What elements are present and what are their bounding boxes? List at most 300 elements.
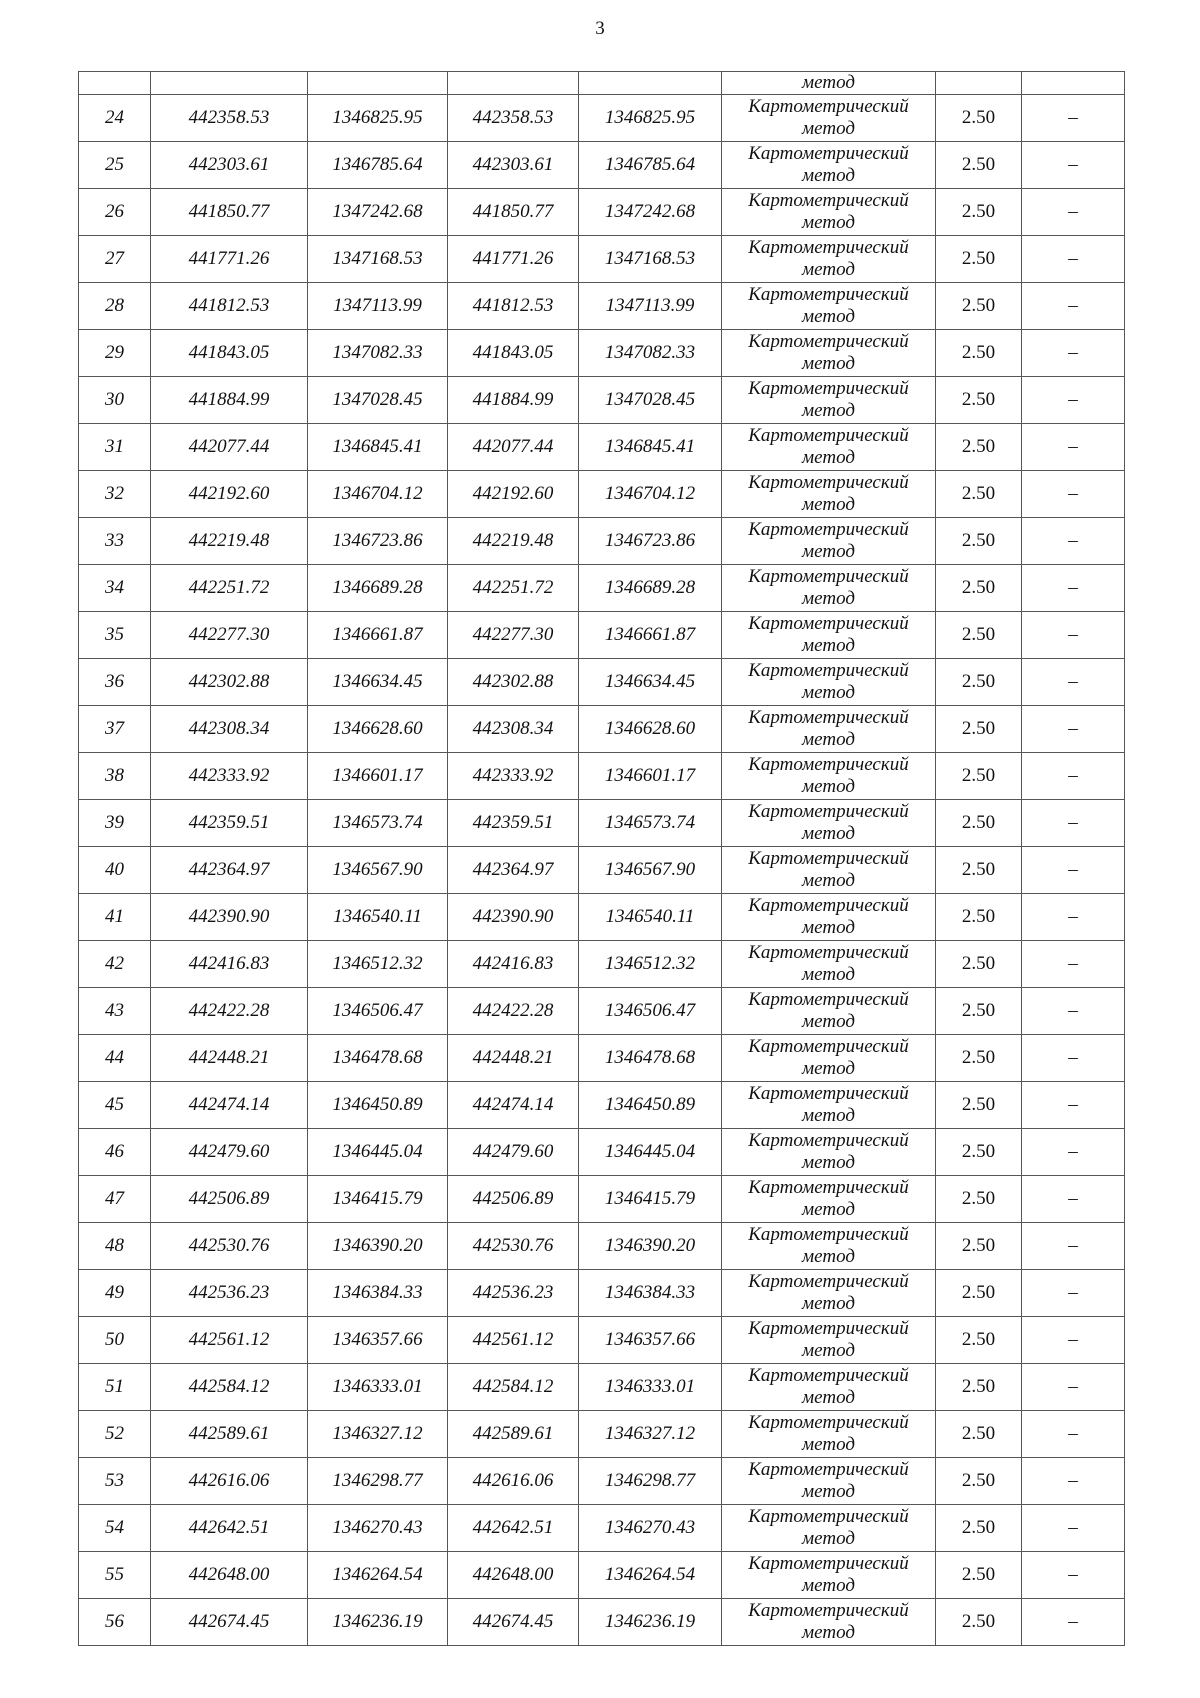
method-line-2: метод [802,306,855,327]
x-existing-cell: 442474.14 [151,1082,308,1129]
method-line-1: Картометрический [748,143,909,164]
point-number-cell: 50 [79,1317,151,1364]
method-line-2: метод [802,1575,855,1596]
x-new-cell: 442277.30 [448,612,579,659]
point-number-cell: 51 [79,1364,151,1411]
y-existing-cell: 1346450.89 [308,1082,448,1129]
y-new-cell: 1346723.86 [579,518,722,565]
method-cell [722,706,936,753]
precision-cell: 2.50 [936,612,1022,659]
method-line-2: метод [802,447,855,468]
method-cell [722,471,936,518]
x-existing-cell: 442416.83 [151,941,308,988]
page-number: 3 [595,18,605,39]
method-line-1: Картометрический [748,331,909,352]
y-new-cell: 1347168.53 [579,236,722,283]
point-number-cell: 56 [79,1599,151,1646]
x-new-cell: 442448.21 [448,1035,579,1082]
method-line-1: Картометрический [748,1271,909,1292]
table-row [79,142,1125,189]
y-existing-cell: 1347168.53 [308,236,448,283]
table-row [79,1176,1125,1223]
x-new-cell: 442616.06 [448,1458,579,1505]
table-row [79,1599,1125,1646]
table-row [79,1270,1125,1317]
table-body [79,72,1125,1646]
description-cell: – [1022,1458,1125,1505]
x-new-cell: 441771.26 [448,236,579,283]
method-line-2: метод [802,917,855,938]
table-row [79,1364,1125,1411]
description-cell: – [1022,1552,1125,1599]
method-line-2: метод [802,494,855,515]
description-cell: – [1022,941,1125,988]
method-line-1: Картометрический [748,707,909,728]
method-line-1: Картометрический [748,284,909,305]
x-existing-cell: 442333.92 [151,753,308,800]
cell-empty [151,72,308,95]
table-row [79,1129,1125,1176]
method-line-2: метод [802,1528,855,1549]
method-line-2: метод [802,776,855,797]
x-existing-cell: 442530.76 [151,1223,308,1270]
method-cell [722,847,936,894]
x-new-cell: 442674.45 [448,1599,579,1646]
description-cell: – [1022,1176,1125,1223]
description-cell: – [1022,1035,1125,1082]
y-existing-cell: 1346573.74 [308,800,448,847]
point-number-cell: 48 [79,1223,151,1270]
y-existing-cell: 1346478.68 [308,1035,448,1082]
method-cell [722,1458,936,1505]
method-line-1: Картометрический [748,1553,909,1574]
method-cell [722,894,936,941]
y-existing-cell: 1346236.19 [308,1599,448,1646]
y-new-cell: 1346567.90 [579,847,722,894]
method-line-1: Картометрический [748,378,909,399]
x-existing-cell: 441884.99 [151,377,308,424]
table-row [79,1035,1125,1082]
point-number-cell: 35 [79,612,151,659]
point-number-cell: 33 [79,518,151,565]
x-new-cell: 441843.05 [448,330,579,377]
method-line-1: Картометрический [748,848,909,869]
x-new-cell: 442648.00 [448,1552,579,1599]
point-number-cell: 34 [79,565,151,612]
description-cell: – [1022,283,1125,330]
y-new-cell: 1346445.04 [579,1129,722,1176]
y-existing-cell: 1346512.32 [308,941,448,988]
table-row [79,424,1125,471]
point-number-cell: 27 [79,236,151,283]
x-new-cell: 442333.92 [448,753,579,800]
y-existing-cell: 1346445.04 [308,1129,448,1176]
method-cell [722,800,936,847]
table-row [79,565,1125,612]
precision-cell: 2.50 [936,753,1022,800]
x-new-cell: 442303.61 [448,142,579,189]
table-row [79,659,1125,706]
precision-cell: 2.50 [936,283,1022,330]
y-new-cell: 1346628.60 [579,706,722,753]
method-line-2: метод [802,682,855,703]
point-number-cell: 46 [79,1129,151,1176]
x-existing-cell: 442448.21 [151,1035,308,1082]
method-cell [722,236,936,283]
precision-cell: 2.50 [936,1552,1022,1599]
x-existing-cell: 441771.26 [151,236,308,283]
y-existing-cell: 1347113.99 [308,283,448,330]
x-new-cell: 442302.88 [448,659,579,706]
x-existing-cell: 442219.48 [151,518,308,565]
point-number-cell: 25 [79,142,151,189]
point-number-cell: 54 [79,1505,151,1552]
y-existing-cell: 1346723.86 [308,518,448,565]
point-number-cell: 26 [79,189,151,236]
method-line-2: метод [802,1434,855,1455]
cell-empty [936,72,1022,95]
method-line-1: Картометрический [748,425,909,446]
y-new-cell: 1347113.99 [579,283,722,330]
description-cell: – [1022,424,1125,471]
x-existing-cell: 441812.53 [151,283,308,330]
y-new-cell: 1346704.12 [579,471,722,518]
method-line-1: Картометрический [748,1412,909,1433]
precision-cell: 2.50 [936,1458,1022,1505]
x-new-cell: 442474.14 [448,1082,579,1129]
description-cell: – [1022,894,1125,941]
y-new-cell: 1346512.32 [579,941,722,988]
description-cell: – [1022,1270,1125,1317]
method-line-2: метод [802,635,855,656]
x-new-cell: 442359.51 [448,800,579,847]
x-new-cell: 442422.28 [448,988,579,1035]
point-number-cell: 43 [79,988,151,1035]
y-existing-cell: 1346390.20 [308,1223,448,1270]
y-new-cell: 1346845.41 [579,424,722,471]
y-existing-cell: 1346601.17 [308,753,448,800]
x-new-cell: 442479.60 [448,1129,579,1176]
x-new-cell: 442642.51 [448,1505,579,1552]
method-line-2: метод [802,964,855,985]
table-row [79,471,1125,518]
precision-cell: 2.50 [936,471,1022,518]
method-line-1: Картометрический [748,1318,909,1339]
y-new-cell: 1346601.17 [579,753,722,800]
method-line-1: Картометрический [748,519,909,540]
method-line-2: метод [802,1199,855,1220]
table-row [79,377,1125,424]
method-cell [722,1505,936,1552]
precision-cell: 2.50 [936,1082,1022,1129]
x-new-cell: 442358.53 [448,95,579,142]
table-row [79,894,1125,941]
cell-empty [79,72,151,95]
x-new-cell: 442536.23 [448,1270,579,1317]
x-new-cell: 442192.60 [448,471,579,518]
table-row [79,612,1125,659]
y-existing-cell: 1346327.12 [308,1411,448,1458]
method-line-2: метод [802,1011,855,1032]
x-existing-cell: 442277.30 [151,612,308,659]
method-cell [722,95,936,142]
description-cell: – [1022,565,1125,612]
point-number-cell: 53 [79,1458,151,1505]
y-existing-cell: 1346628.60 [308,706,448,753]
x-existing-cell: 442589.61 [151,1411,308,1458]
y-new-cell: 1346333.01 [579,1364,722,1411]
x-existing-cell: 442302.88 [151,659,308,706]
point-number-cell: 38 [79,753,151,800]
x-existing-cell: 442308.34 [151,706,308,753]
y-new-cell: 1346357.66 [579,1317,722,1364]
x-existing-cell: 442077.44 [151,424,308,471]
precision-cell: 2.50 [936,236,1022,283]
y-existing-cell: 1346689.28 [308,565,448,612]
y-new-cell: 1346661.87 [579,612,722,659]
table-row [79,1223,1125,1270]
method-line-2: метод [802,400,855,421]
precision-cell: 2.50 [936,847,1022,894]
x-existing-cell: 442251.72 [151,565,308,612]
method-cell [722,424,936,471]
description-cell: – [1022,95,1125,142]
x-new-cell: 442077.44 [448,424,579,471]
y-existing-cell: 1346825.95 [308,95,448,142]
point-number-cell: 41 [79,894,151,941]
y-existing-cell: 1346357.66 [308,1317,448,1364]
table-row [79,95,1125,142]
description-cell: – [1022,753,1125,800]
method-cell [722,1270,936,1317]
description-cell: – [1022,659,1125,706]
method-line-1: Картометрический [748,1506,909,1527]
point-number-cell: 47 [79,1176,151,1223]
method-cell [722,1552,936,1599]
method-line-2: метод [802,1105,855,1126]
x-new-cell: 442589.61 [448,1411,579,1458]
method-cell [722,565,936,612]
y-existing-cell: 1347028.45 [308,377,448,424]
point-number-cell: 32 [79,471,151,518]
point-number-cell: 28 [79,283,151,330]
y-new-cell: 1346264.54 [579,1552,722,1599]
table-row [79,1411,1125,1458]
x-existing-cell: 442648.00 [151,1552,308,1599]
table-row [79,847,1125,894]
method-line-1: Картометрический [748,613,909,634]
method-cell [722,941,936,988]
table-row [79,800,1125,847]
table-row [79,330,1125,377]
method-cell [722,1082,936,1129]
y-new-cell: 1346450.89 [579,1082,722,1129]
method-cell [722,1129,936,1176]
precision-cell: 2.50 [936,1364,1022,1411]
y-new-cell: 1346384.33 [579,1270,722,1317]
method-line-1: Картометрический [748,989,909,1010]
description-cell: – [1022,189,1125,236]
y-existing-cell: 1346298.77 [308,1458,448,1505]
cell-empty [448,72,579,95]
description-cell: – [1022,1082,1125,1129]
x-existing-cell: 442192.60 [151,471,308,518]
point-number-cell: 55 [79,1552,151,1599]
x-existing-cell: 441850.77 [151,189,308,236]
point-number-cell: 52 [79,1411,151,1458]
y-existing-cell: 1346540.11 [308,894,448,941]
method-cell [722,1599,936,1646]
precision-cell: 2.50 [936,894,1022,941]
y-new-cell: 1346689.28 [579,565,722,612]
point-number-cell: 24 [79,95,151,142]
method-line-2: метод [802,541,855,562]
precision-cell: 2.50 [936,706,1022,753]
precision-cell: 2.50 [936,1223,1022,1270]
method-cell [722,1411,936,1458]
y-new-cell: 1346634.45 [579,659,722,706]
method-cell [722,283,936,330]
method-line-1: Картометрический [748,1600,909,1621]
y-existing-cell: 1346506.47 [308,988,448,1035]
y-existing-cell: 1346333.01 [308,1364,448,1411]
point-number-cell: 49 [79,1270,151,1317]
method-line-2: метод [802,870,855,891]
y-new-cell: 1346298.77 [579,1458,722,1505]
precision-cell: 2.50 [936,1129,1022,1176]
description-cell: – [1022,1411,1125,1458]
y-new-cell: 1346327.12 [579,1411,722,1458]
description-cell: – [1022,1129,1125,1176]
y-existing-cell: 1346270.43 [308,1505,448,1552]
method-line-1: Картометрический [748,472,909,493]
x-existing-cell: 442422.28 [151,988,308,1035]
precision-cell: 2.50 [936,95,1022,142]
y-existing-cell: 1346845.41 [308,424,448,471]
method-line-2: метод [802,1622,855,1643]
method-cell [722,1035,936,1082]
y-existing-cell: 1347082.33 [308,330,448,377]
y-new-cell: 1346415.79 [579,1176,722,1223]
y-existing-cell: 1346661.87 [308,612,448,659]
table-row [79,988,1125,1035]
precision-cell: 2.50 [936,659,1022,706]
coordinates-table [78,71,1125,1646]
method-line-1: Картометрический [748,190,909,211]
description-cell: – [1022,1223,1125,1270]
table-row [79,518,1125,565]
method-line-1: Картометрический [748,660,909,681]
method-line-2: метод [802,212,855,233]
method-line-2: метод [802,1387,855,1408]
precision-cell: 2.50 [936,941,1022,988]
point-number-cell: 31 [79,424,151,471]
method-line-1: Картометрический [748,1365,909,1386]
x-existing-cell: 442364.97 [151,847,308,894]
precision-cell: 2.50 [936,330,1022,377]
method-cell [722,189,936,236]
table-row [79,753,1125,800]
point-number-cell: 39 [79,800,151,847]
method-cell [722,377,936,424]
precision-cell: 2.50 [936,1505,1022,1552]
x-existing-cell: 442642.51 [151,1505,308,1552]
method-line-2: метод [802,1481,855,1502]
y-existing-cell: 1346415.79 [308,1176,448,1223]
x-existing-cell: 442303.61 [151,142,308,189]
method-line-1: Картометрический [748,1459,909,1480]
table-row [79,1505,1125,1552]
method-line-1: Картометрический [748,754,909,775]
precision-cell: 2.50 [936,800,1022,847]
x-existing-cell: 442506.89 [151,1176,308,1223]
precision-cell: 2.50 [936,1270,1022,1317]
description-cell: – [1022,471,1125,518]
point-number-cell: 36 [79,659,151,706]
x-new-cell: 442584.12 [448,1364,579,1411]
x-new-cell: 441884.99 [448,377,579,424]
table-row [79,1317,1125,1364]
point-number-cell: 42 [79,941,151,988]
method-line-1: Картометрический [748,1130,909,1151]
method-cell [722,518,936,565]
x-existing-cell: 442358.53 [151,95,308,142]
precision-cell: 2.50 [936,565,1022,612]
precision-cell: 2.50 [936,518,1022,565]
point-number-cell: 37 [79,706,151,753]
description-cell: – [1022,1317,1125,1364]
precision-cell: 2.50 [936,377,1022,424]
method-cell [722,659,936,706]
precision-cell: 2.50 [936,1317,1022,1364]
y-new-cell: 1347242.68 [579,189,722,236]
precision-cell: 2.50 [936,988,1022,1035]
table-row [79,1082,1125,1129]
x-new-cell: 441812.53 [448,283,579,330]
x-existing-cell: 442616.06 [151,1458,308,1505]
x-existing-cell: 442674.45 [151,1599,308,1646]
x-existing-cell: 442359.51 [151,800,308,847]
table-row [79,283,1125,330]
cell-empty [579,72,722,95]
y-existing-cell: 1346704.12 [308,471,448,518]
description-cell: – [1022,612,1125,659]
table-row [79,1458,1125,1505]
method-line-1: Картометрический [748,1036,909,1057]
method-line-2: метод [802,165,855,186]
y-existing-cell: 1346785.64 [308,142,448,189]
precision-cell: 2.50 [936,424,1022,471]
y-new-cell: 1346825.95 [579,95,722,142]
x-new-cell: 442561.12 [448,1317,579,1364]
table-row [79,189,1125,236]
method-line-1: Картометрический [748,96,909,117]
method-line-1: Картометрический [748,1224,909,1245]
method-cell [722,1317,936,1364]
x-new-cell: 442308.34 [448,706,579,753]
y-new-cell: 1346540.11 [579,894,722,941]
description-cell: – [1022,800,1125,847]
y-existing-cell: 1346634.45 [308,659,448,706]
precision-cell: 2.50 [936,1035,1022,1082]
method-cell [722,1223,936,1270]
x-new-cell: 442530.76 [448,1223,579,1270]
method-line-1: Картометрический [748,237,909,258]
y-new-cell: 1346573.74 [579,800,722,847]
x-new-cell: 442416.83 [448,941,579,988]
x-existing-cell: 441843.05 [151,330,308,377]
method-line-2: метод [802,259,855,280]
